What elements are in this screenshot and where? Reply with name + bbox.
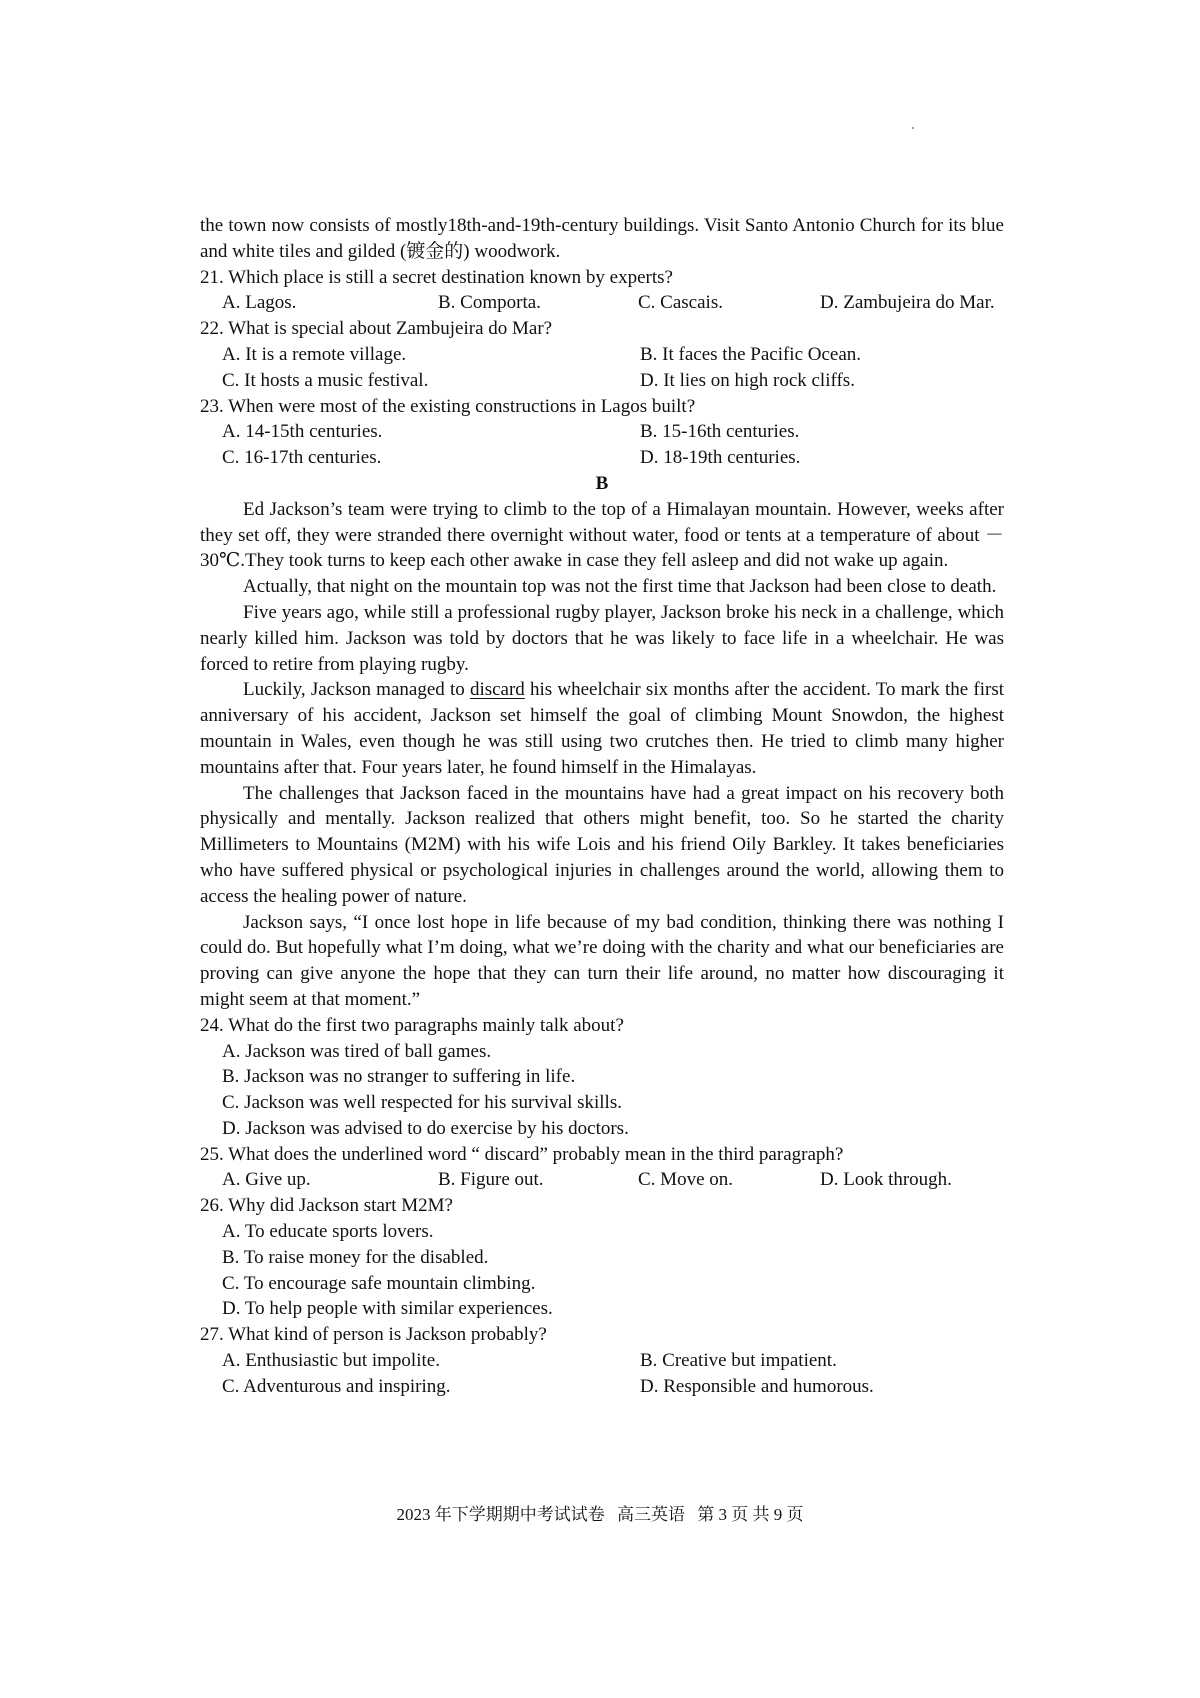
option: A. Lagos. bbox=[222, 292, 297, 314]
option: A. 14-15th centuries. bbox=[222, 421, 383, 443]
paragraph-4-lead: Luckily, Jackson managed to bbox=[243, 679, 470, 701]
passage-paragraph-1: Ed Jackson’s team were trying to climb to the top of a Himalayan mountain. However, weeks after they set off, they were stranded there overnight without water, food or tents at a temperature of about －30℃.They took turns to keep each other awake in case they fell asleep and did not wake up again. bbox=[200, 498, 1004, 572]
option: B. It faces the Pacific Ocean. bbox=[640, 343, 862, 365]
option: A. It is a remote village. bbox=[222, 343, 407, 365]
option: A. Give up. bbox=[222, 1169, 311, 1191]
option: D. Zambujeira do Mar. bbox=[820, 292, 995, 314]
question-24-stem: 24. What do the first two paragraphs mainly talk about? bbox=[200, 1014, 624, 1036]
option: D. 18-19th centuries. bbox=[640, 447, 801, 469]
option: D. It lies on high rock cliffs. bbox=[640, 369, 855, 391]
question-23-stem: 23. When were most of the existing constructions in Lagos built? bbox=[200, 395, 696, 417]
passage-paragraph-3: Five years ago, while still a professional rugby player, Jackson broke his neck in a challenge, which nearly killed him. Jackson was told by doctors that he was likely to face life in a wheelchair. He was forced to retire from playing rugby. bbox=[200, 601, 1004, 675]
section-b-heading: B bbox=[595, 472, 609, 494]
question-22-options bbox=[200, 342, 1004, 394]
question-21-stem: 21. Which place is still a secret destination known by experts? bbox=[200, 266, 673, 288]
exam-page bbox=[200, 213, 1004, 1400]
question-25-stem: 25. What does the underlined word “ discard” probably mean in the third paragraph? bbox=[200, 1143, 844, 1165]
option: D. Responsible and humorous. bbox=[640, 1375, 874, 1397]
footer-exam-title: 2023 年下学期期中考试试卷 bbox=[396, 1505, 605, 1524]
question-21-options bbox=[200, 290, 1004, 316]
question-26-stem: 26. Why did Jackson start M2M? bbox=[200, 1195, 453, 1217]
option: D. To help people with similar experiences. bbox=[222, 1298, 553, 1320]
option: C. It hosts a music festival. bbox=[222, 369, 429, 391]
question-27-stem: 27. What kind of person is Jackson probably? bbox=[200, 1324, 547, 1346]
option: B. Jackson was no stranger to suffering in life. bbox=[222, 1066, 576, 1088]
footer-subject: 高三英语 bbox=[617, 1505, 685, 1524]
intro-paragraph: the town now consists of mostly18th-and-19th-century buildings. Visit Santo Antonio Church for its blue and white tiles and gilded (镀金的) woodwork. bbox=[200, 215, 1004, 262]
scan-speck bbox=[912, 127, 914, 129]
option: B. 15-16th centuries. bbox=[640, 421, 800, 443]
option: C. Cascais. bbox=[638, 292, 723, 314]
page-footer bbox=[0, 1500, 1200, 1525]
option: C. Jackson was well respected for his survival skills. bbox=[222, 1092, 622, 1114]
option: B. Comporta. bbox=[438, 292, 541, 314]
passage-paragraph-5: The challenges that Jackson faced in the mountains have had a great impact on his recovery both physically and mentally. Jackson realized that others might benefit, too. So he started the charity Millimeters to Mountains (M2M) with his wife Lois and his friend Oily Barkley. It takes beneficiaries who have suffered physical or psychological injuries in challenges around the world, allowing them to access the healing power of nature. bbox=[200, 782, 1004, 907]
option: A. Enthusiastic but impolite. bbox=[222, 1350, 440, 1372]
question-27-options bbox=[200, 1348, 1004, 1400]
question-23-options bbox=[200, 419, 1004, 471]
option: B. Figure out. bbox=[438, 1169, 544, 1191]
question-24-options bbox=[200, 1039, 1004, 1142]
option: C. 16-17th centuries. bbox=[222, 447, 382, 469]
option: B. Creative but impatient. bbox=[640, 1350, 837, 1372]
option: C. To encourage safe mountain climbing. bbox=[222, 1272, 536, 1294]
footer-page-number: 第 3 页 共 9 页 bbox=[697, 1505, 804, 1524]
passage-paragraph-4 bbox=[200, 677, 1004, 780]
option: B. To raise money for the disabled. bbox=[222, 1246, 489, 1268]
option: D. Look through. bbox=[820, 1169, 952, 1191]
underlined-word-discard: discard bbox=[469, 679, 525, 701]
question-22-stem: 22. What is special about Zambujeira do Mar? bbox=[200, 318, 553, 340]
option: C. Adventurous and inspiring. bbox=[222, 1375, 451, 1397]
option: D. Jackson was advised to do exercise by his doctors. bbox=[222, 1117, 629, 1139]
option: A. To educate sports lovers. bbox=[222, 1221, 434, 1243]
option: A. Jackson was tired of ball games. bbox=[222, 1040, 492, 1062]
paragraph-4-rest: his wheelchair six months after the accident. To mark the first anniversary of his accident, Jackson set himself the goal of climbing Mount Snowdon, the highest mountain in Wales, even though he was still using two crutches then. He tried to climb many higher mountains after that. Four years later, he found himself in the Himalayas. bbox=[200, 679, 1005, 778]
option: C. Move on. bbox=[638, 1169, 733, 1191]
passage-paragraph-2: Actually, that night on the mountain top was not the first time that Jackson had been close to death. bbox=[243, 576, 997, 598]
question-26-options bbox=[200, 1219, 1004, 1322]
passage-paragraph-6: Jackson says, “I once lost hope in life because of my bad condition, thinking there was nothing I could do. But hopefully what I’m doing, what we’re doing with the charity and what our beneficiaries are proving can give anyone the hope that they can turn their life around, no matter how discouraging it might seem at that moment.” bbox=[200, 911, 1004, 1010]
question-25-options bbox=[200, 1167, 1004, 1193]
